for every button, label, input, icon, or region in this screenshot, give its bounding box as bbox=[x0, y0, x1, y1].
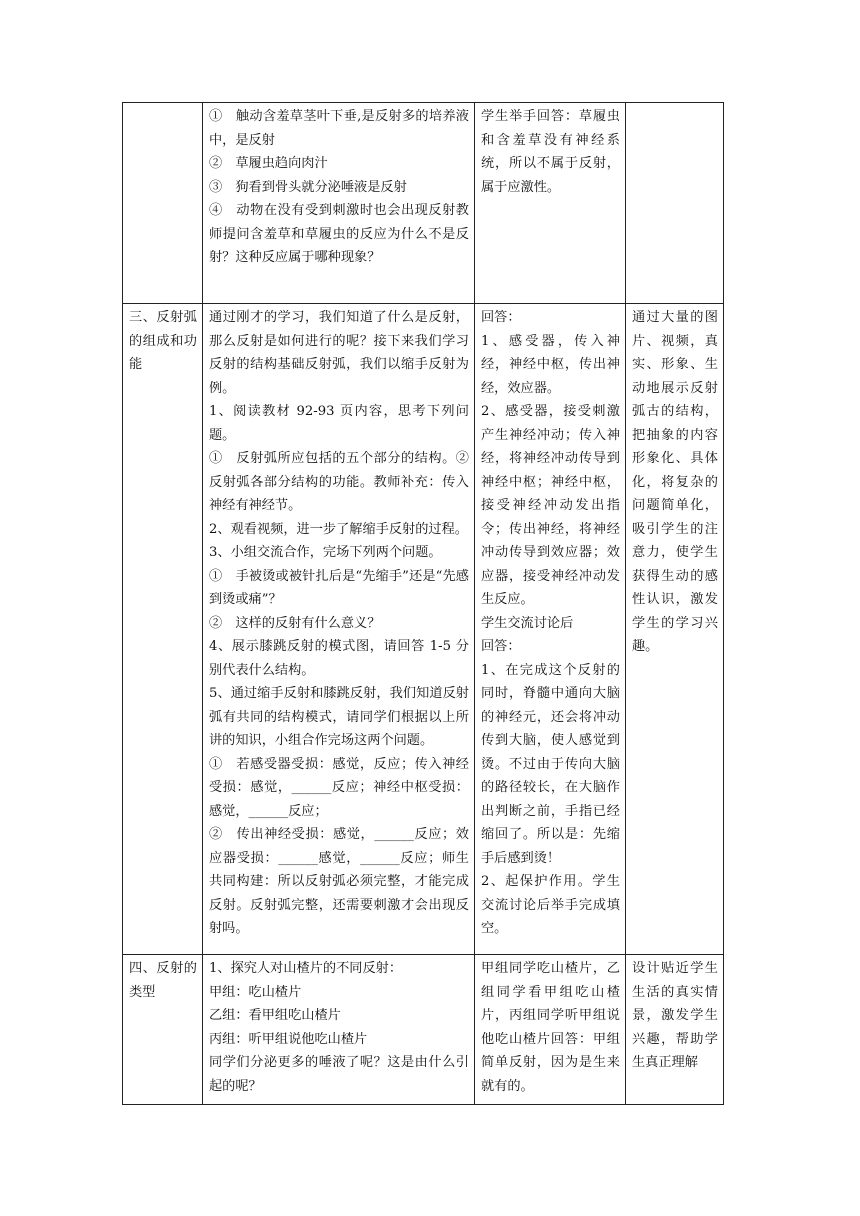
table-row bbox=[123, 304, 724, 955]
student-line: 1、感受器，传入神经，神经中枢，传出神经，效应器。 bbox=[481, 333, 620, 396]
stage-text: 三、反射弧的组成和功能 bbox=[129, 310, 197, 372]
stage-cell bbox=[123, 103, 203, 304]
lesson-plan-table bbox=[122, 102, 724, 1105]
teacher-line: ② 这样的反射有什么意义？ bbox=[209, 615, 381, 631]
teacher-line: ① 手被烫或被针扎后是“先缩手”还是“先感到烫或痛”？ bbox=[209, 568, 469, 607]
student-line: 学生交流讨论后 bbox=[481, 615, 574, 631]
teacher-line: 同学们分泌更多的唾液了呢？这是由什么引起的呢？ bbox=[209, 1055, 469, 1094]
design-text: 通过大量的图片、视频，真实、形象、生动地展示反射弧古的结构，把抽象的内容形象化、具体化，将复杂的问题简单化，吸引学生的注意力，使学生获得生动的感性认识，激发学生的学习兴趣。 bbox=[632, 310, 718, 654]
teacher-line: 甲组：吃山楂片 bbox=[209, 984, 302, 1000]
design-text: 设计贴近学生生活的真实情景，激发学生兴趣，帮助学生真正理解 bbox=[632, 961, 718, 1070]
student-line: 2、感受器，接受刺激产生神经冲动；传入神经，将神经冲动传导到神经中枢；神经中枢，接受神经冲动发出指令；传出神经，将神经冲动传导到效应器；效应器，接受神经冲动发生反应。 bbox=[481, 404, 620, 607]
stage-text: 四、反射的类型 bbox=[129, 961, 197, 1000]
teacher-line: ③ 狗看到骨头就分泌唾液是反射 bbox=[209, 179, 407, 195]
teacher-line: ① 反射弧所应包括的五个部分的结构。② 反射弧各部分结构的功能。教师补充：传入神经有神经节。 bbox=[209, 451, 483, 513]
student-line: 2、起保护作用。学生交流讨论后举手完成填空。 bbox=[481, 874, 620, 936]
stage-cell bbox=[123, 304, 203, 955]
teacher-line: ④ 动物在没有受到刺激时也会出现反射教师提问含羞草和草履虫的反应为什么不是反射？这种反应属于哪种现象？ bbox=[209, 203, 469, 265]
table-row bbox=[123, 103, 724, 304]
teacher-line: 4、展示膝跳反射的模式图，请回答 1-5 分别代表什么结构。 bbox=[209, 639, 469, 678]
teacher-line: 丙组：听甲组说他吃山楂片 bbox=[209, 1031, 368, 1047]
teacher-line: 3、小组交流合作，完场下列两个问题。 bbox=[209, 545, 442, 560]
student-activity-cell bbox=[475, 955, 626, 1105]
stage-cell bbox=[123, 955, 203, 1105]
teacher-line: ② 传出神经受损：感觉，______反应；效应器受损：______感觉，______反应；师生共同构建：所以反射弧必须完整，才能完成反射。反射弧完整，还需要刺激才会出现反射吗。 bbox=[209, 827, 469, 936]
student-line: 回答： bbox=[481, 310, 521, 325]
design-intent-cell bbox=[626, 304, 724, 955]
student-activity-cell bbox=[475, 304, 626, 955]
table-row bbox=[123, 955, 724, 1105]
teacher-line: 2、观看视频，进一步了解缩手反射的过程。 bbox=[209, 521, 468, 537]
student-activity-cell bbox=[475, 103, 626, 304]
design-intent-cell bbox=[626, 103, 724, 304]
teacher-line: ① 若感受器受损：感觉，反应；传入神经受损：感觉，______反应；神经中枢受损：感觉，______反应； bbox=[209, 756, 469, 819]
teacher-line: ② 草履虫趋向肉汁 bbox=[209, 156, 328, 171]
design-intent-cell bbox=[626, 955, 724, 1105]
teacher-line: 5、通过缩手反射和膝跳反射，我们知道反射弧有共同的结构模式，请同学们根据以上所讲的知识，小组合作完场这两个问题。 bbox=[209, 686, 469, 748]
teacher-line: 通过刚才的学习，我们知道了什么是反射，那么反射是如何进行的呢？接下来我们学习反射的结构基础反射弧，我们以缩手反射为例。 bbox=[209, 310, 469, 396]
student-line: 甲组同学吃山楂片，乙组同学看甲组吃山楂片，丙组同学听甲组说他吃山楂片回答：甲组简单反射，因为是生来就有的。 bbox=[481, 961, 620, 1094]
teacher-line: 1、阅读教材 92-93 页内容，思考下列问题。 bbox=[209, 404, 469, 443]
teacher-line: 1、探究人对山楂片的不同反射： bbox=[209, 961, 403, 976]
teacher-line: 乙组：看甲组吃山楂片 bbox=[209, 1008, 341, 1023]
teacher-activity-cell bbox=[203, 103, 475, 304]
student-line: 学生举手回答：草履虫和含羞草没有神经系统，所以不属于反射，属于应激性。 bbox=[481, 109, 620, 195]
teacher-activity-cell bbox=[203, 304, 483, 955]
student-line: 1、在完成这个反射的同时，脊髓中通向大脑的神经元，还会将冲动传到大脑，使人感觉到烫。不过由于传向大脑的路径较长，在大脑作出判断之前，手指已经缩回了。所以是：先缩手后感到烫！ bbox=[481, 662, 620, 866]
teacher-activity-cell bbox=[203, 955, 475, 1105]
student-line: 回答： bbox=[481, 639, 521, 654]
teacher-line: ① 触动含羞草茎叶下垂,是反射多的培养液中，是反射 bbox=[209, 109, 469, 148]
